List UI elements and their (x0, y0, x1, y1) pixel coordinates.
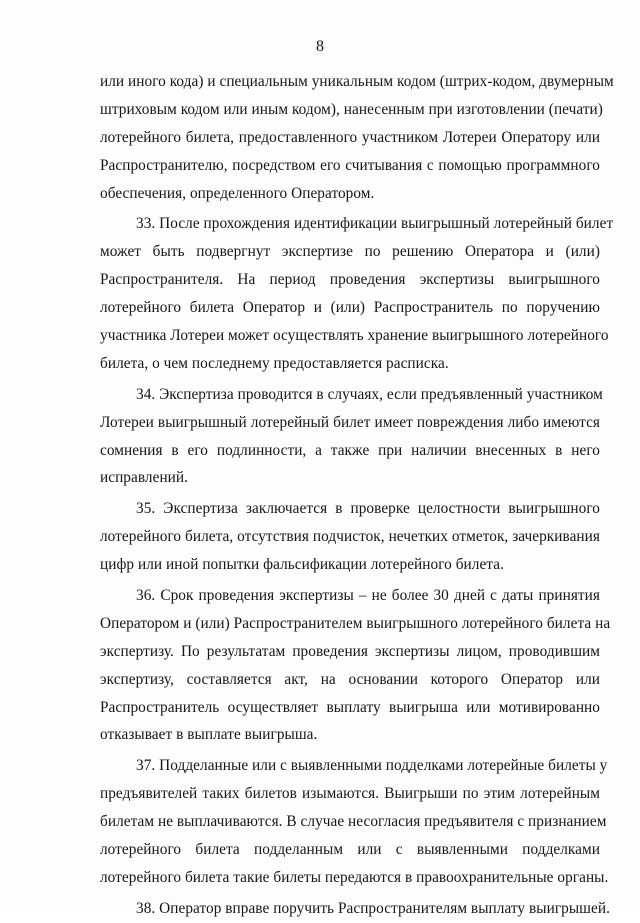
text-line: Распространитель осуществляет выплату выигрыша или мотивированно (100, 698, 600, 716)
clause-33-first-line: 33. После прохождения идентификации выигрышный лотерейный билет (136, 215, 614, 233)
text-line: исправлений. (100, 469, 189, 487)
clause-35-first-line: 35. Экспертиза заключается в проверке целостности выигрышного (136, 500, 600, 518)
text-line: лотерейного билета, отсутствия подчисток, нечетких отметок, зачеркивания (100, 528, 600, 546)
text-line: билета, о чем последнему предоставляется расписка. (100, 354, 449, 372)
text-line: цифр или иной попытки фальсификации лотерейного билета. (100, 556, 504, 574)
text-line: Лотереи выигрышный лотерейный билет имеет повреждения либо имеются (100, 413, 600, 431)
text-line: лотерейного билета такие билеты передаются в правоохранительные органы. (100, 868, 609, 886)
text-line: Распространителю, посредством его считывания с помощью программного (100, 156, 600, 174)
text-line: обеспечения, определенного Оператором. (100, 184, 375, 202)
text-line: сомнения в его подлинности, а также при наличии внесенных в него (100, 441, 600, 459)
text-line: отказывает в выплате выигрыша. (100, 726, 318, 744)
clause-37-first-line: 37. Подделанные или с выявленными подделками лотерейные билеты у (136, 757, 608, 775)
document-body (100, 68, 614, 923)
text-line: Оператором и (или) Распространителем выигрышного лотерейного билета на (100, 614, 611, 632)
text-line: участника Лотереи может осуществлять хранение выигрышного лотерейного (100, 327, 609, 345)
text-line: билетам не выплачиваются. В случае несогласия предъявителя с признанием (100, 813, 607, 831)
page-number: 8 (316, 38, 324, 55)
text-line: экспертизу. По результатам проведения экспертизы лицом, проводившим (100, 642, 600, 660)
text-line: предъявителей таких билетов изымаются. Выигрыши по этим лотерейным (100, 785, 600, 803)
clause-38-first-line: 38. Оператор вправе поручить Распространителям выплату выигрышей. (136, 899, 610, 917)
clause-36-first-line: 36. Срок проведения экспертизы – не более 30 дней с даты принятия (136, 587, 600, 605)
text-line: лотерейного билета Оператор и (или) Распространитель по поручению (100, 299, 600, 317)
text-line: экспертизу, составляется акт, на основании которого Оператор или (100, 670, 600, 688)
text-line: может быть подвергнут экспертизе по решению Оператора и (или) (100, 243, 600, 261)
text-line: или иного кода) и специальным уникальным кодом (штрих-кодом, двумерным (100, 73, 614, 90)
text-line: Распространителя. На период проведения экспертизы выигрышного (100, 271, 600, 289)
clause-34-first-line: 34. Экспертиза проводится в случаях, если предъявленный участником (136, 385, 603, 403)
text-line: лотерейного билета, предоставленного участником Лотереи Оператору или (100, 128, 600, 146)
text-line: штриховым кодом или иным кодом), нанесенным при изготовлении (печати) (100, 100, 603, 118)
text-line: лотерейного билета подделанным или с выявленными подделками (100, 841, 600, 859)
